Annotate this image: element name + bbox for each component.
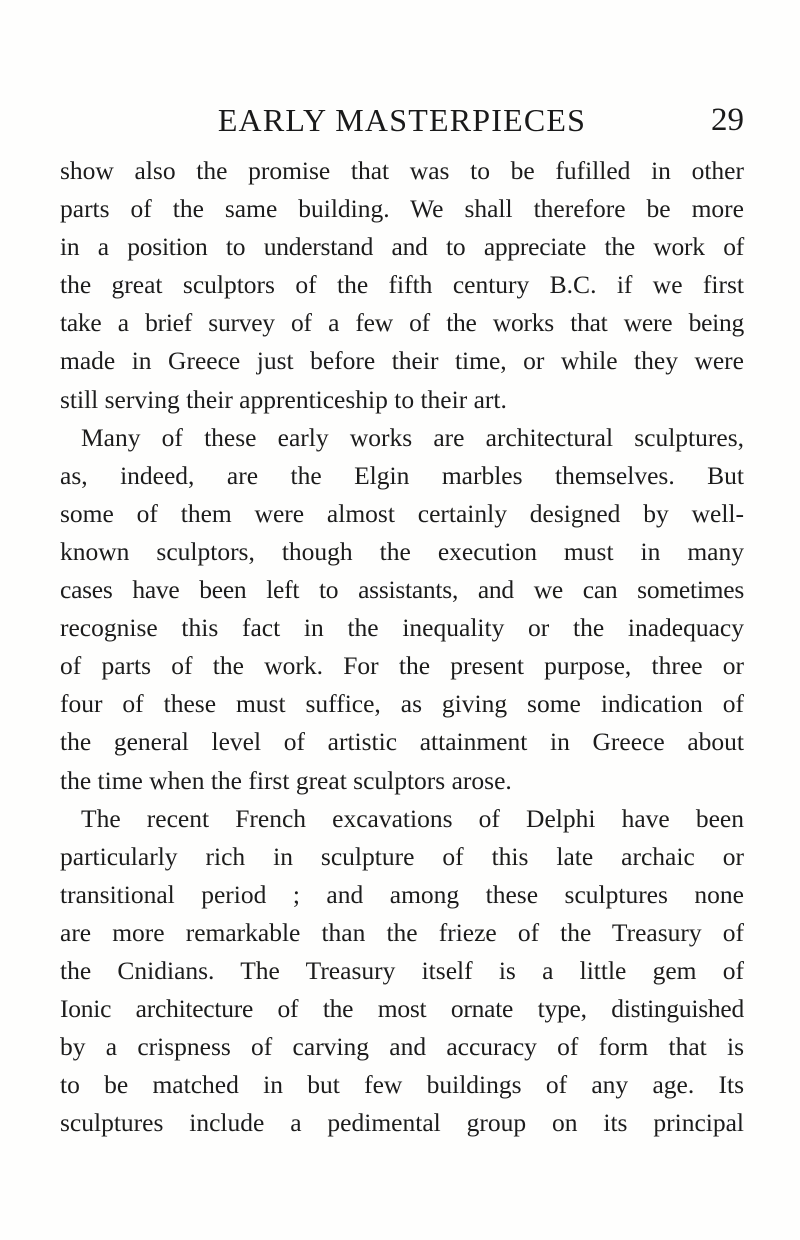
text-line: of parts of the work. For the present purpose, three or — [60, 651, 744, 681]
text-line: some of them were almost certainly designed by well- — [60, 498, 744, 528]
text-line: recognise this fact in the inequality or the inadequacy — [60, 613, 744, 643]
running-title: EARLY MASTERPIECES — [217, 102, 587, 138]
text-line: particularly rich in sculpture of this late archaic or — [60, 841, 744, 871]
text-line: made in Greece just before their time, or while they were — [60, 346, 744, 376]
text-line: four of these must suffice, as giving some indication of — [60, 689, 744, 719]
text-line: the time when the first great sculptors arose. — [60, 765, 512, 795]
text-line: are more remarkable than the frieze of the Treasury of — [60, 917, 744, 947]
text-line: Many of these early works are architectural sculptures, — [81, 422, 744, 452]
text-line: the Cnidians. The Treasury itself is a little gem of — [60, 955, 744, 985]
text-line: the great sculptors of the fifth century B.C. if we first — [60, 270, 744, 300]
text-line: the general level of artistic attainment in Greece about — [60, 727, 744, 757]
text-line: take a brief survey of a few of the works that were being — [60, 308, 744, 338]
running-head — [60, 98, 744, 142]
text-line: as, indeed, are the Elgin marbles themselves. But — [60, 460, 744, 490]
text-line: The recent French excavations of Delphi have been — [81, 803, 744, 833]
text-line: to be matched in but few buildings of any age. Its — [60, 1070, 744, 1100]
text-line: Ionic architecture of the most ornate type, distinguished — [60, 994, 744, 1024]
text-line: known sculptors, though the execution must in many — [60, 536, 744, 566]
text-line: transitional period ; and among these sculptures none — [60, 879, 744, 909]
text-line: by a crispness of carving and accuracy of form that is — [60, 1032, 744, 1062]
body-text — [60, 152, 744, 1142]
text-line: parts of the same building. We shall therefore be more — [60, 194, 744, 224]
page-number: 29 — [711, 102, 744, 138]
text-line: in a position to understand and to appreciate the work of — [60, 232, 744, 262]
text-line: still serving their apprenticeship to their art. — [60, 384, 507, 414]
text-line: show also the promise that was to be fufilled in other — [60, 156, 744, 185]
text-line: sculptures include a pedimental group on its principal — [60, 1108, 744, 1138]
text-line: cases have been left to assistants, and we can sometimes — [60, 575, 744, 605]
